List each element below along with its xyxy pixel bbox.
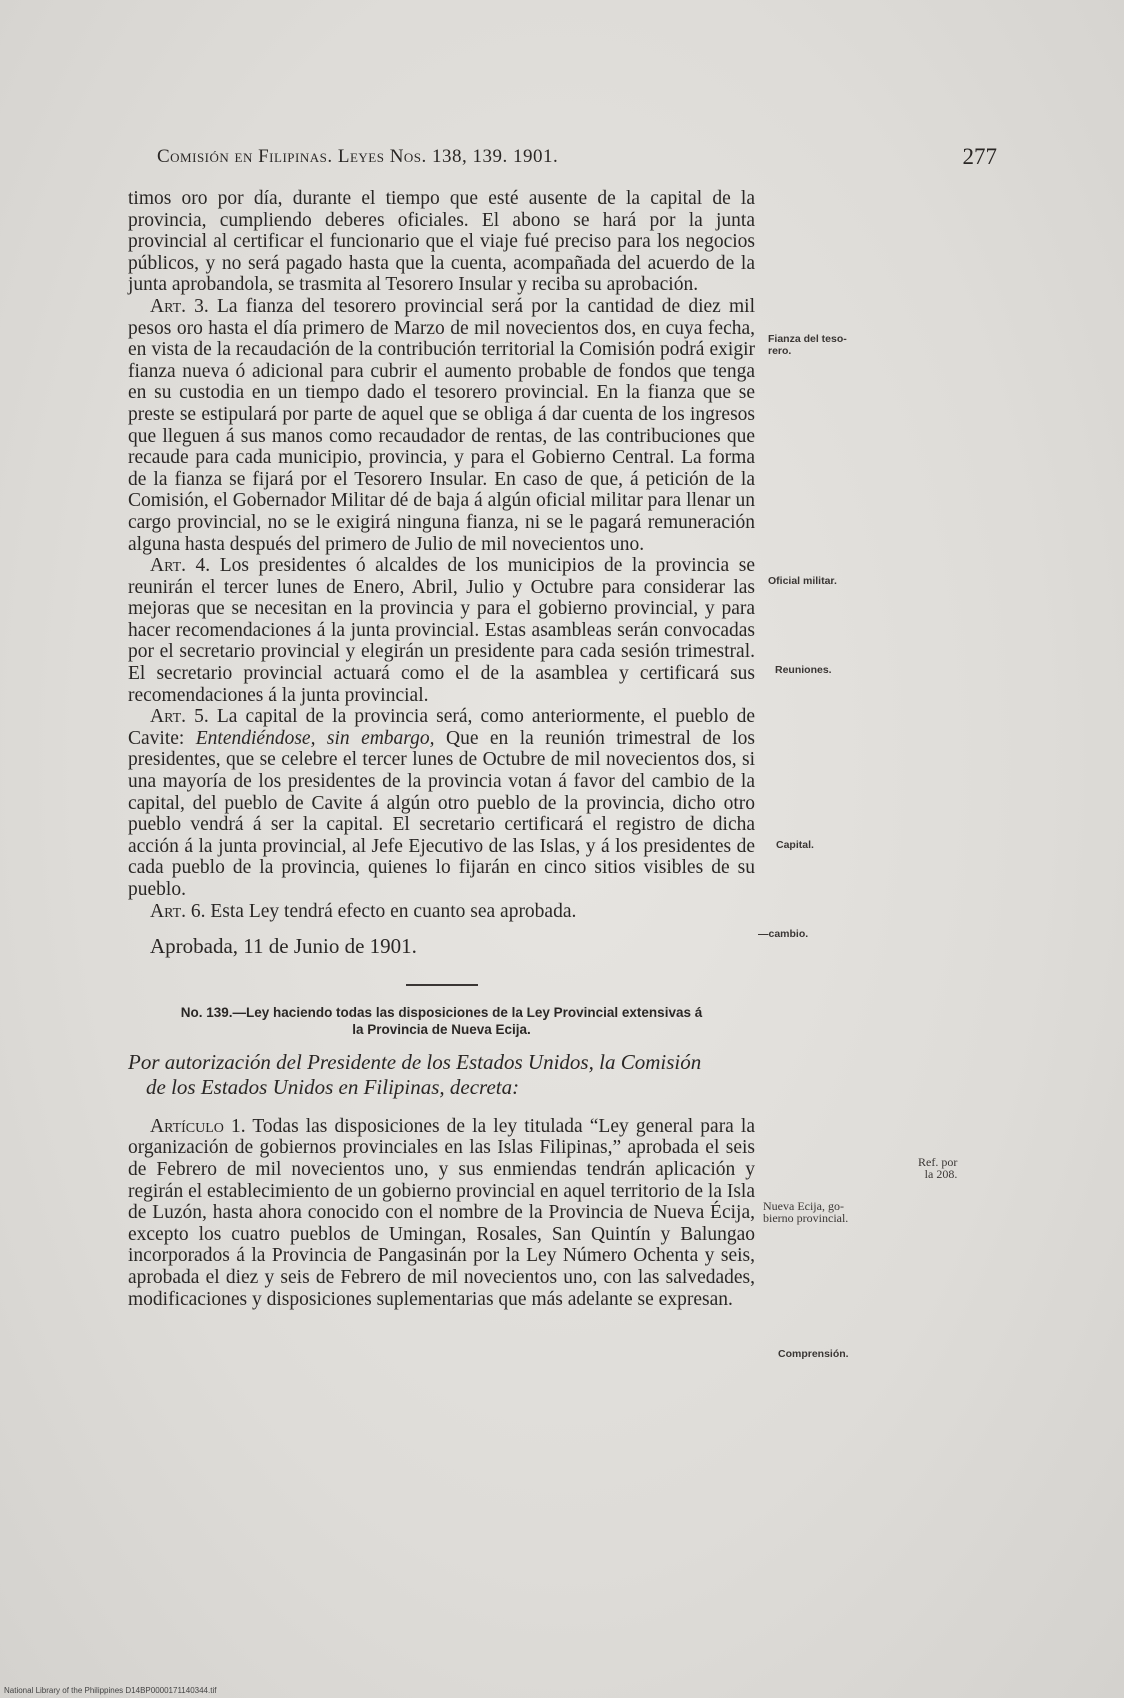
enacting-line: Por autorización del Presidente de los Estados Unidos, la Comisión xyxy=(128,1049,702,1074)
margin-note-fianza: Fianza del teso- rero. xyxy=(768,333,847,357)
article-text: Que en la reunión trimestral de los presidentes, que se celebre el tercer lunes de Octubre de mil novecientos dos, si una mayoría de los presidentes de la provincia votan á favor del cambio de la capital, del pueblo de Cavite á algún otro pueblo de la provincia, dicho otro pueblo vendrá á ser la capital. El secretario certificará el registro de dicha acción á la junta provincial, al Jefe Ejecutivo de las Islas, y á los presidentes de cada pueblo de la provincia, quienes lo fijarán en cinco sitios visibles de su pueblo. xyxy=(128,727,755,900)
margin-note-reuniones: Reuniones. xyxy=(775,664,832,676)
article-text: Los presidentes ó alcaldes de los municipios de la provincia se reunirán el tercer lunes de Enero, Abril, Julio y Octubre para considerar las mejoras que se necesitan en la provincia y para el gobierno provincial, y para hacer recomendaciones á la junta provincial. Estas asambleas serán convocadas por el secretario provincial y elegirán un presidente para cada sesión trimestral. El secretario provincial actuará como el de la asamblea y certificará sus recomendaciones á la junta provincial. xyxy=(128,555,755,706)
enacting-line: de los Estados Unidos en Filipinas, decreta: xyxy=(146,1074,520,1099)
margin-note-capital: Capital. xyxy=(776,839,814,851)
article-text: La capital de la provincia será, como anteriormente, el pueblo de Cavite: xyxy=(128,706,755,749)
margin-note-ref: Ref. por la 208. xyxy=(918,1155,958,1181)
margin-note-nueva-ecija: Nueva Ecija, go- bierno provincial. xyxy=(763,1199,849,1225)
law-title xyxy=(128,1004,755,1038)
page-number: 277 xyxy=(962,144,997,169)
law-title-line: No. 139.—Ley haciendo todas las disposiciones de la Ley Provincial extensivas á xyxy=(180,1004,703,1020)
article-text: La fianza del tesorero provincial será por la cantidad de diez mil pesos oro hasta el día primero de Marzo de mil novecientos dos, en cuya fecha, en vista de la recaudación de la contribución territorial la Comisión podrá exigir fianza nueva ó adicional para cubrir el aumento probable de fondos que tenga en su custodia en un tiempo dado el tesorero provincial. En la fianza que se preste se estipulará por parte de aquel que se obliga á dar cuenta de los ingresos que lleguen á sus manos como recaudador de rentas, de las contribuciones que recaude para cada municipio, provincia, y para el Gobierno Central. La forma de la fianza se fijará por el Tesorero Insular. En caso de que, á petición de la Comisión, el Gobernador Militar dé de baja á algún oficial militar para llenar un cargo provincial, no se le exigirá ninguna fianza, ni se le pagará remuneración alguna hasta después del primero de Julio de mil novecientos uno. xyxy=(128,295,755,555)
enacting-clause xyxy=(128,1050,755,1100)
proviso-italic: Entendiéndose, sin embargo, xyxy=(195,727,435,749)
article-1 xyxy=(128,1116,755,1310)
approval-date: Aprobada, 11 de Junio de 1901. xyxy=(150,934,417,959)
article-6 xyxy=(128,901,755,923)
margin-note-oficial: Oficial militar. xyxy=(768,575,837,587)
article-label: Artículo 1. xyxy=(150,1115,246,1137)
article-text: Todas las disposiciones de la ley titulada “Ley general para la organización de gobiernos provinciales en las Islas Filipinas,” aprobada el seis de Febrero de mil novecientos uno, y sus enmiendas tendrán aplicación y regirán el establecimiento de un gobierno provincial en aquel territorio de la Isla de Luzón, hasta ahora conocido con el nombre de la Provincia de Nueva Écija, excepto los cuatro pueblos de Umingan, Rosales, San Quintín y Balungao incorporados á la Provincia de Pangasinán por la Ley Número Ochenta y seis, aprobada el diez y seis de Febrero de mil novecientos uno, con las salvedades, modificaciones y disposiciones suplementarias que más adelante se expresan. xyxy=(128,1115,756,1310)
article-label: Art. 4. xyxy=(150,555,211,577)
running-head: Comisión en Filipinas. Leyes Nos. 138, 139. 1901. xyxy=(157,146,559,167)
article-4 xyxy=(128,555,755,706)
scan-credit: National Library of the Philippines D14BP0000171140344.tif xyxy=(4,1686,217,1695)
article-label: Art. 5. xyxy=(150,706,209,728)
margin-note-comprension: Comprensión. xyxy=(778,1348,849,1360)
section-divider xyxy=(406,984,478,986)
article-3 xyxy=(128,296,755,555)
law-title-line: la Provincia de Nueva Ecija. xyxy=(352,1021,531,1037)
body-text xyxy=(128,188,755,1310)
paragraph-continuation: timos oro por día, durante el tiempo que esté ausente de la capital de la provincia, cumpliendo deberes oficiales. El abono se hará por la junta provincial al certificar el funcionario que el viaje fué preciso para los negocios públicos, y no será pagado hasta que la cuenta, acompañada del acuerdo de la junta aprobandola, se trasmita al Tesorero Insular y reciba su aprobación. xyxy=(128,188,755,296)
article-text: Esta Ley tendrá efecto en cuanto sea aprobada. xyxy=(210,900,577,922)
article-label: Art. 6. xyxy=(150,900,206,922)
page-header xyxy=(157,146,1017,176)
article-label: Art. 3. xyxy=(150,295,209,317)
article-5 xyxy=(128,706,755,900)
margin-note-cambio: —cambio. xyxy=(758,928,809,940)
